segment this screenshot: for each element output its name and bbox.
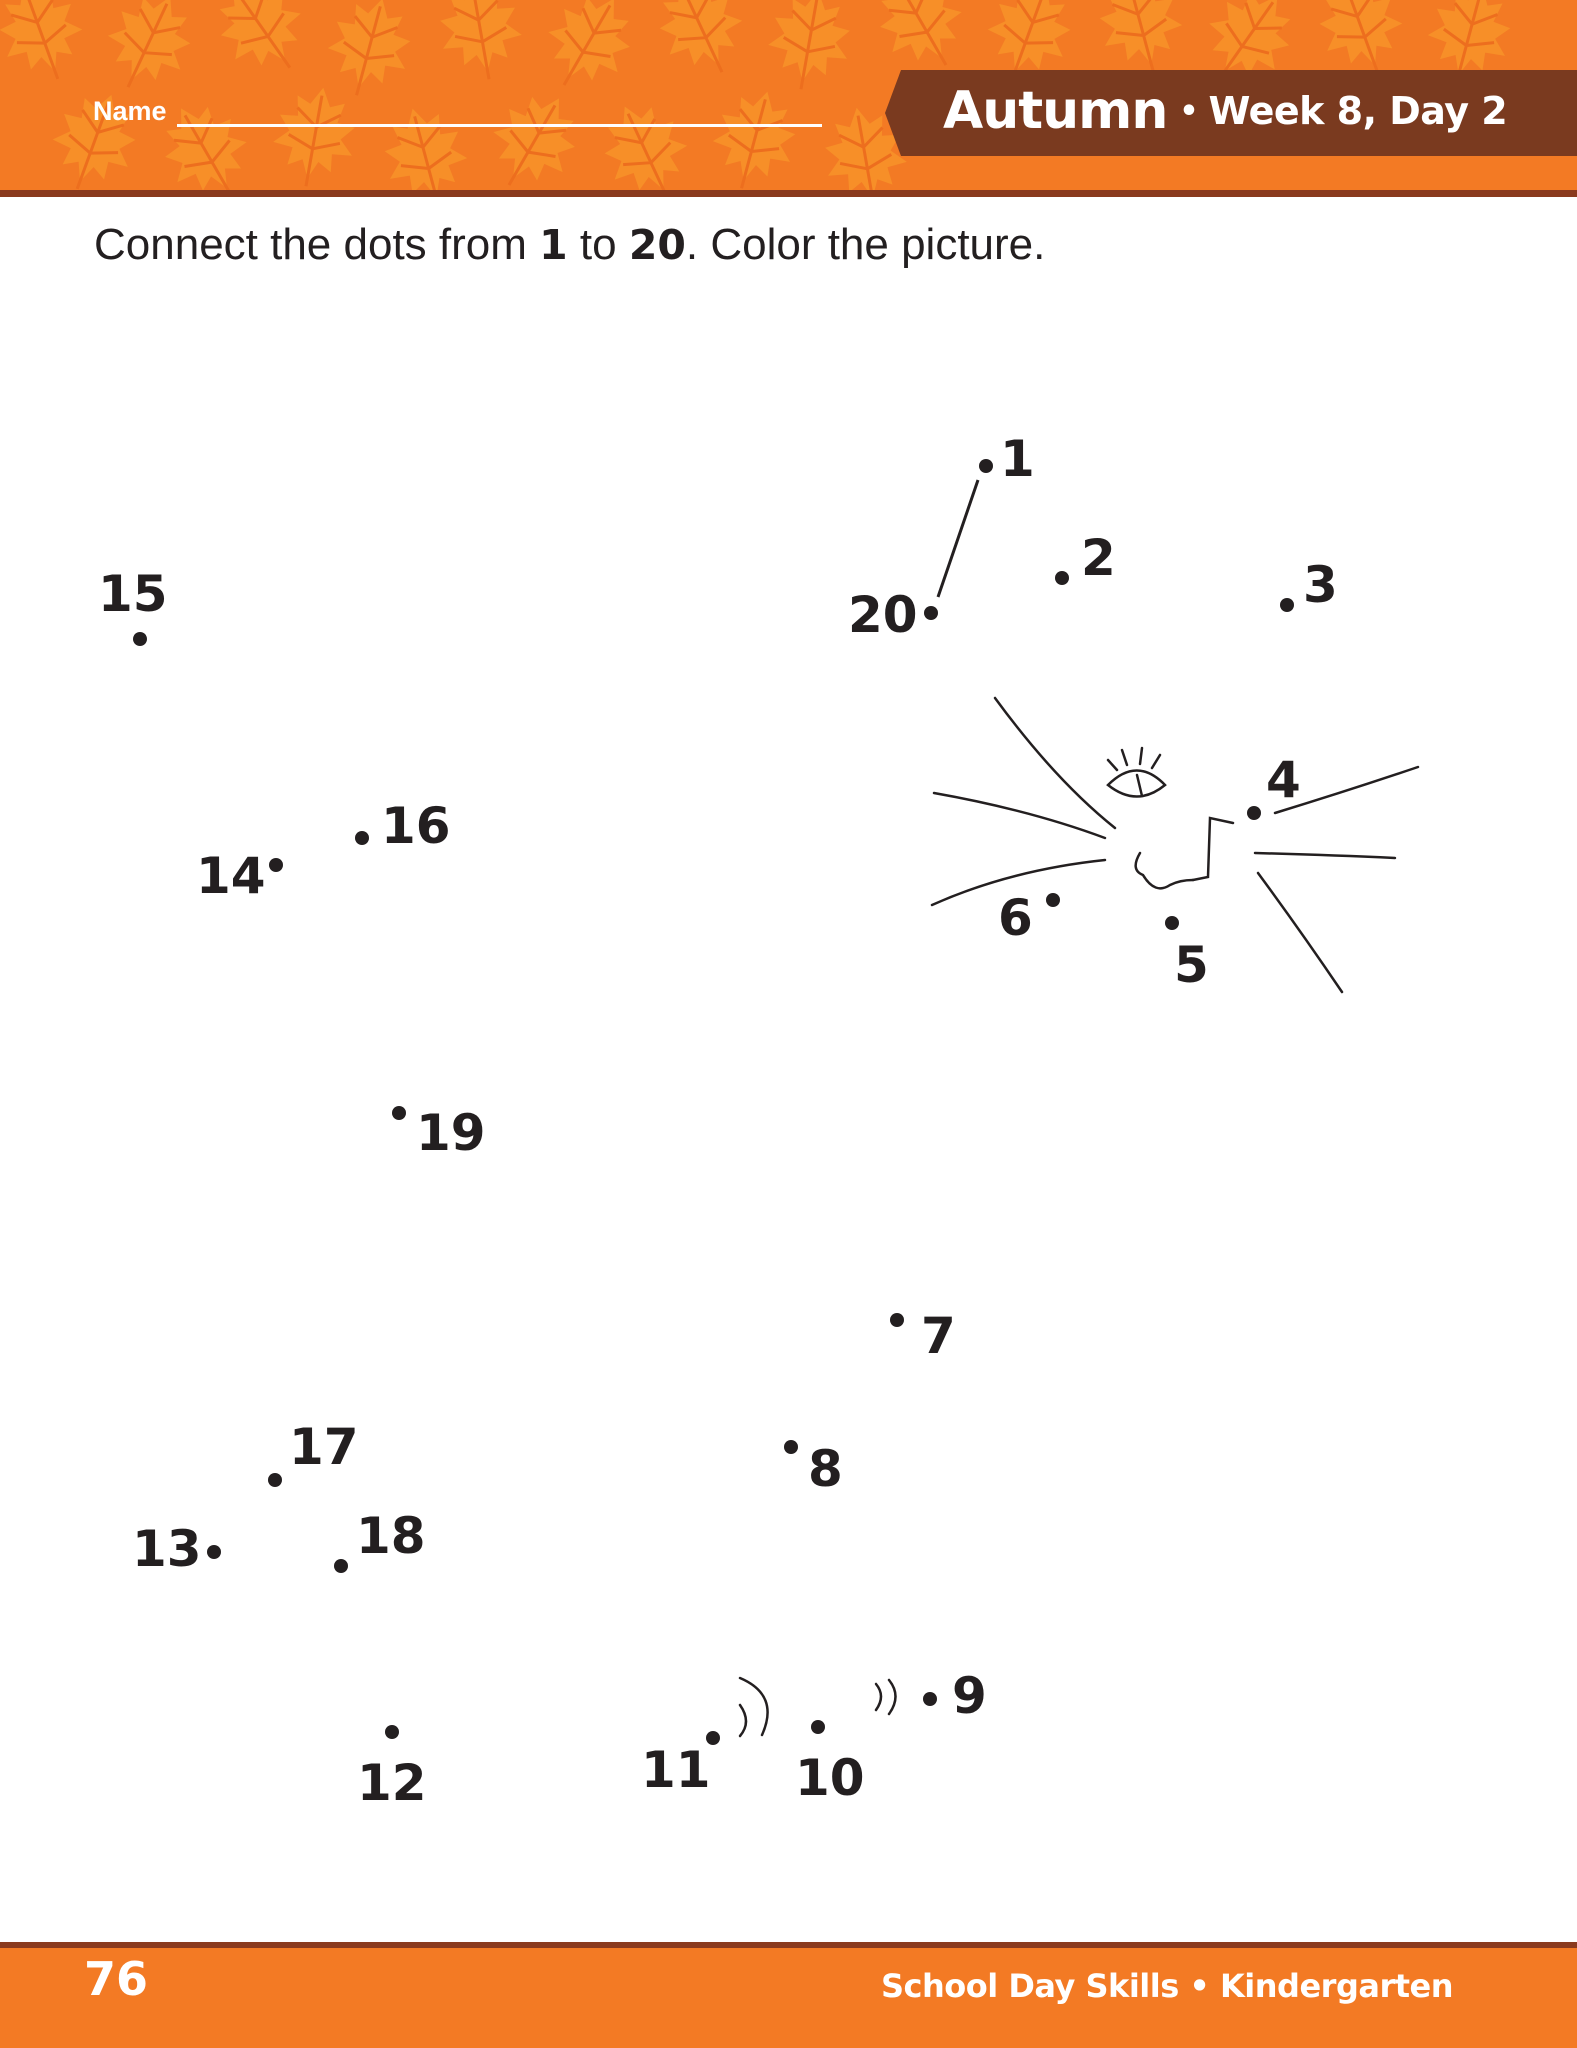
- dot-label-7: 7: [921, 1307, 956, 1365]
- week-day-label: Week 8, Day 2: [1208, 89, 1508, 133]
- dot-label-19: 19: [416, 1104, 486, 1162]
- segment-20-to-1: [938, 480, 978, 597]
- dot-8[interactable]: [784, 1440, 798, 1454]
- dot-3[interactable]: [1280, 598, 1294, 612]
- dot-label-17: 17: [289, 1418, 359, 1476]
- dot-13[interactable]: [207, 1545, 221, 1559]
- dot-label-1: 1: [1000, 430, 1035, 488]
- whisker-middle-left: [934, 793, 1105, 838]
- dot-label-11: 11: [641, 1741, 711, 1799]
- instruction-start-number: 1: [539, 221, 568, 269]
- whisker-middle-right: [1255, 853, 1395, 858]
- cat-nose: [1193, 818, 1233, 880]
- dot-20[interactable]: [924, 606, 938, 620]
- instruction-part: to: [567, 220, 629, 269]
- dot-label-3: 3: [1303, 556, 1338, 614]
- dot-label-15: 15: [98, 565, 168, 623]
- dot-14[interactable]: [269, 858, 283, 872]
- dot-label-4: 4: [1266, 751, 1301, 809]
- dot-7[interactable]: [890, 1313, 904, 1327]
- dot-label-13: 13: [132, 1520, 202, 1578]
- dot-label-16: 16: [381, 797, 451, 855]
- dot-label-5: 5: [1174, 936, 1209, 994]
- dot-label-9: 9: [952, 1667, 987, 1725]
- dot-17[interactable]: [268, 1473, 282, 1487]
- title-bullet: •: [1179, 93, 1199, 129]
- page-number: 76: [84, 1952, 149, 2006]
- whisker-lower-right: [1258, 873, 1342, 992]
- dot-4[interactable]: [1247, 806, 1261, 820]
- arc-mark: [889, 1680, 896, 1714]
- dot-label-6: 6: [998, 889, 1033, 947]
- arc-mark: [876, 1684, 881, 1710]
- season-title: Autumn: [943, 81, 1168, 141]
- dot-label-2: 2: [1081, 529, 1116, 587]
- dot-12[interactable]: [385, 1725, 399, 1739]
- name-label: Name: [93, 96, 167, 126]
- dot-5[interactable]: [1165, 916, 1179, 930]
- dot-15[interactable]: [133, 632, 147, 646]
- instruction-end-number: 20: [628, 221, 686, 269]
- dot-1[interactable]: [979, 459, 993, 473]
- dot-16[interactable]: [355, 831, 369, 845]
- dot-label-14: 14: [196, 847, 266, 905]
- cat-eyelashes: [1108, 748, 1160, 796]
- dot-18[interactable]: [334, 1559, 348, 1573]
- arc-mark: [740, 1705, 746, 1736]
- cat-mouth: [1136, 853, 1193, 888]
- instruction-part: . Color the picture.: [685, 220, 1046, 269]
- dot-9[interactable]: [923, 1692, 937, 1706]
- dot-6[interactable]: [1046, 893, 1060, 907]
- dot-10[interactable]: [811, 1720, 825, 1734]
- instruction-part: Connect the dots from: [94, 220, 540, 269]
- dot-label-18: 18: [356, 1507, 426, 1565]
- dot-label-8: 8: [808, 1440, 843, 1498]
- book-title: School Day Skills • Kindergarten: [880, 1967, 1453, 2005]
- dot-label-10: 10: [795, 1749, 865, 1807]
- dot-label-20: 20: [848, 586, 918, 644]
- dot-label-12: 12: [357, 1754, 427, 1812]
- dot-labels: [98, 430, 1338, 1812]
- dot-2[interactable]: [1055, 571, 1069, 585]
- dot-19[interactable]: [392, 1106, 406, 1120]
- dots: [133, 459, 1294, 1745]
